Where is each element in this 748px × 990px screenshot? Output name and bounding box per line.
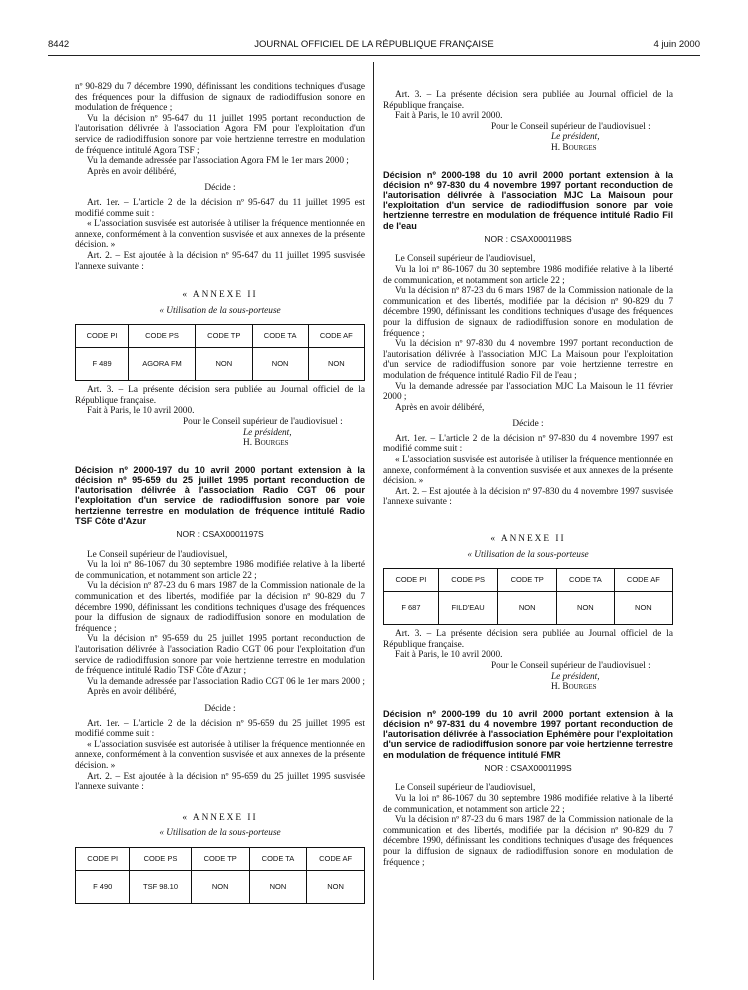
signature-name: H. Bourges	[551, 142, 597, 153]
table-cell: NON	[191, 870, 249, 903]
article-3: Art. 3. – La présente décision sera publiée au Journal officiel de la République française.	[383, 90, 673, 111]
table-row	[76, 348, 365, 381]
article-2: Art. 2. – Est ajoutée à la décision nº 95-659 du 25 juillet 1995 susvisée l'annexe suivante :	[75, 771, 365, 793]
table-cell: NON	[614, 592, 672, 625]
annex-table	[75, 324, 365, 381]
paragraph: Le Conseil supérieur de l'audiovisuel,	[395, 254, 536, 265]
paragraph: Après en avoir délibéré,	[87, 166, 177, 177]
table-cell: AGORA FM	[129, 348, 196, 381]
table-header: CODE AF	[614, 569, 672, 592]
table-header: CODE TP	[191, 847, 249, 870]
table-header: CODE TA	[557, 569, 615, 592]
table-header: CODE AF	[308, 325, 364, 348]
table-header: CODE TA	[252, 325, 308, 348]
table-cell: F 489	[76, 348, 129, 381]
table-cell: NON	[498, 592, 557, 625]
table-header: CODE TP	[195, 325, 252, 348]
table-header: CODE PI	[384, 569, 439, 592]
signature-place-date: Fait à Paris, le 10 avril 2000.	[395, 111, 503, 122]
table-cell: NON	[307, 870, 365, 903]
table-row	[384, 592, 673, 625]
signature-name: H. Bourges	[243, 438, 289, 449]
table-header: CODE PS	[438, 569, 498, 592]
paragraph: Vu la décision nº 87-23 du 6 mars 1987 de la Commission nationale de la communication et des libertés, modifiée par la décision nº 90-829 du 7 décembre 1990, définissant les conditions techniques d'usage des fréquences pour la diffusion de signaux de radiodiffusion sonore en modulation de fréquence ;	[383, 286, 673, 339]
table-header: CODE PI	[76, 325, 129, 348]
right-column	[383, 90, 673, 868]
paragraph: Le Conseil supérieur de l'audiovisuel,	[87, 549, 228, 560]
paragraph: Vu la loi nº 86-1067 du 30 septembre 1986 modifiée relative à la liberté de communication, et notamment son article 22 ;	[383, 264, 673, 286]
annex-subtitle: « Utilisation de la sous-porteuse	[159, 305, 281, 316]
signature-role: Le président,	[551, 132, 600, 143]
table-cell: F 490	[76, 870, 130, 903]
table-header: CODE PS	[130, 847, 191, 870]
paragraph: Vu la décision nº 95-647 du 11 juillet 1995 portant reconduction de l'autorisation délivrée à l'association Agora FM pour l'exploitation d'un service de radiodiffusion sonore par voie hertzienne terrestre en modulation de fréquence intitulé Agora TSF ;	[75, 113, 365, 156]
annex-table	[383, 568, 673, 625]
table-header: CODE AF	[307, 847, 365, 870]
paragraph: Vu la demande adressée par l'association Radio CGT 06 le 1er mars 2000 ;	[87, 676, 365, 687]
article-3: Art. 3. – La présente décision sera publiée au Journal officiel de la République française.	[75, 385, 365, 406]
annex-table	[75, 847, 365, 904]
signature-role: Le président,	[243, 427, 292, 438]
left-column	[75, 82, 365, 908]
table-cell: NON	[249, 870, 306, 903]
page-number: 8442	[48, 39, 70, 50]
article-2: Art. 2. – Est ajoutée à la décision nº 97-830 du 4 novembre 1997 susvisée l'annexe suivante :	[383, 486, 673, 508]
signature-role: Le président,	[551, 671, 600, 682]
signature-name: H. Bourges	[551, 682, 597, 693]
annex-title: « ANNEXE II	[182, 290, 258, 301]
article-2: Art. 2. – Est ajoutée à la décision nº 95-647 du 11 juillet 1995 susvisée l'annexe suivante :	[75, 250, 365, 272]
paragraph: Vu la loi nº 86-1067 du 30 septembre 1986 modifiée relative à la liberté de communication, et notamment son article 22 ;	[75, 560, 365, 581]
table-header: CODE PS	[129, 325, 196, 348]
table-cell: TSF 98.10	[130, 870, 191, 903]
table-cell: NON	[557, 592, 615, 625]
annex-title: « ANNEXE II	[182, 812, 258, 823]
annex-subtitle: « Utilisation de la sous-porteuse	[467, 549, 589, 560]
annex-title: « ANNEXE II	[490, 534, 566, 545]
article-quote: « L'association susvisée est autorisée à utiliser la fréquence mentionnée en annexe, conformément à la convention susvisée et aux annexes de la présente décision. »	[383, 455, 673, 487]
paragraph: nº 90-829 du 7 décembre 1990, définissant les conditions techniques d'usage des fréquences pour la diffusion de signaux de radiodiffusion sonore en modulation de fréquence ;	[75, 82, 365, 114]
paragraph: Vu la demande adressée par l'association Agora FM le 1er mars 2000 ;	[87, 156, 349, 167]
publication-date: 4 juin 2000	[653, 39, 700, 50]
article-quote: « L'association susvisée est autorisée à utiliser la fréquence mentionnée en annexe, conformément à la convention susvisée et aux annexes de la présente décision. »	[75, 219, 365, 251]
signature-place-date: Fait à Paris, le 10 avril 2000.	[395, 650, 503, 661]
signature-line: Pour le Conseil supérieur de l'audiovisuel :	[183, 417, 343, 428]
paragraph: Après en avoir délibéré,	[395, 402, 485, 413]
article-3: Art. 3. – La présente décision sera publiée au Journal officiel de la République française.	[383, 629, 673, 650]
table-cell: F 687	[384, 592, 439, 625]
paragraph: Vu la décision nº 95-659 du 25 juillet 1995 portant reconduction de l'autorisation délivrée à l'association Radio CGT 06 pour l'exploitation d'un service de radiodiffusion sonore par voie hertzienne terrestre en modulation de fréquence intitulé Radio TSF Côte d'Azur ;	[75, 634, 365, 677]
signature-line: Pour le Conseil supérieur de l'audiovisuel :	[491, 661, 651, 671]
page-header	[48, 40, 700, 54]
article-1: Art. 1er. – L'article 2 de la décision nº 95-647 du 11 juillet 1995 est modifié comme suit :	[75, 197, 365, 219]
journal-title: JOURNAL OFFICIEL DE LA RÉPUBLIQUE FRANÇAISE	[254, 39, 494, 50]
table-cell: FILD'EAU	[438, 592, 498, 625]
decision-title: Décision nº 2000-198 du 10 avril 2000 portant extension à la décision nº 97-830 du 4 novembre 1997 portant reconduction de l'autorisation délivrée à l'association MJC La Maisoun pour l'exploitation d'un service de radiodiffusion sonore par voie hertzienne terrestre en modulation de fréquence intitulé Radio Fil de l'eau	[383, 169, 673, 231]
decide-heading: Décide :	[204, 183, 236, 194]
table-cell: NON	[252, 348, 308, 381]
article-1: Art. 1er. – L'article 2 de la décision nº 95-659 du 25 juillet 1995 est modifié comme suit :	[75, 718, 365, 740]
nor-reference: NOR : CSAX0001198S	[484, 233, 572, 244]
table-header: CODE PI	[76, 847, 130, 870]
decision-title: Décision nº 2000-197 du 10 avril 2000 portant extension à la décision nº 95-659 du 25 juillet 1995 portant reconduction de l'autorisation délivrée à l'association Radio CGT 06 pour l'exploitation d'un service de radiodiffusion sonore par voie hertzienne terrestre en modulation de fréquence intitulé Radio TSF Côte d'Azur	[75, 464, 365, 526]
column-divider	[373, 62, 374, 980]
paragraph: Vu la décision nº 87-23 du 6 mars 1987 de la Commission nationale de la communication et des libertés, modifiée par la décision nº 90-829 du 7 décembre 1990, définissant les conditions techniques d'usage des fréquences pour la diffusion de signaux de radiodiffusion sonore en modulation de fréquence ;	[75, 581, 365, 634]
decide-heading: Décide :	[204, 703, 236, 714]
paragraph: Le Conseil supérieur de l'audiovisuel,	[395, 783, 536, 794]
paragraph: Vu la loi nº 86-1067 du 30 septembre 1986 modifiée relative à la liberté de communication, et notamment son article 22 ;	[383, 793, 673, 815]
decision-title: Décision nº 2000-199 du 10 avril 2000 portant extension à la décision nº 97-831 du 4 novembre 1997 portant reconduction de l'autorisation délivrée à l'association Ephémère pour l'exploitation d'un service de radiodiffusion sonore par voie hertzienne terrestre en modulation de fréquence intitulé FMR	[383, 708, 673, 760]
paragraph: Vu la décision nº 97-830 du 4 novembre 1997 portant reconduction de l'autorisation délivrée à l'association MJC La Maisoun pour l'exploitation d'un service de radiodiffusion sonore par voie hertzienne terrestre en modulation de fréquence intitulé Radio Fil de l'eau ;	[383, 339, 673, 381]
article-1: Art. 1er. – L'article 2 de la décision nº 97-830 du 4 novembre 1997 est modifié comme suit :	[383, 433, 673, 455]
signature-line: Pour le Conseil supérieur de l'audiovisuel :	[491, 121, 651, 132]
table-row	[76, 870, 365, 903]
table-cell: NON	[308, 348, 364, 381]
decide-heading: Décide :	[512, 419, 544, 430]
header-rule	[48, 55, 700, 56]
nor-reference: NOR : CSAX0001199S	[484, 762, 572, 773]
annex-subtitle: « Utilisation de la sous-porteuse	[159, 828, 281, 839]
nor-reference: NOR : CSAX0001197S	[176, 529, 264, 540]
table-header: CODE TP	[498, 569, 557, 592]
signature-place-date: Fait à Paris, le 10 avril 2000.	[87, 406, 195, 417]
table-header: CODE TA	[249, 847, 306, 870]
table-cell: NON	[195, 348, 252, 381]
paragraph: Après en avoir délibéré,	[87, 687, 177, 698]
article-quote: « L'association susvisée est autorisée à utiliser la fréquence mentionnée en annexe, conformément à la convention susvisée et aux annexes de la présente décision. »	[75, 739, 365, 771]
paragraph: Vu la décision nº 87-23 du 6 mars 1987 de la Commission nationale de la communication et des libertés, modifiée par la décision nº 90-829 du 7 décembre 1990, définissant les conditions techniques d'usage des fréquences pour la diffusion de signaux de radiodiffusion sonore en modulation de fréquence ;	[383, 815, 673, 868]
paragraph: Vu la demande adressée par l'association MJC La Maisoun le 11 février 2000 ;	[383, 381, 673, 403]
